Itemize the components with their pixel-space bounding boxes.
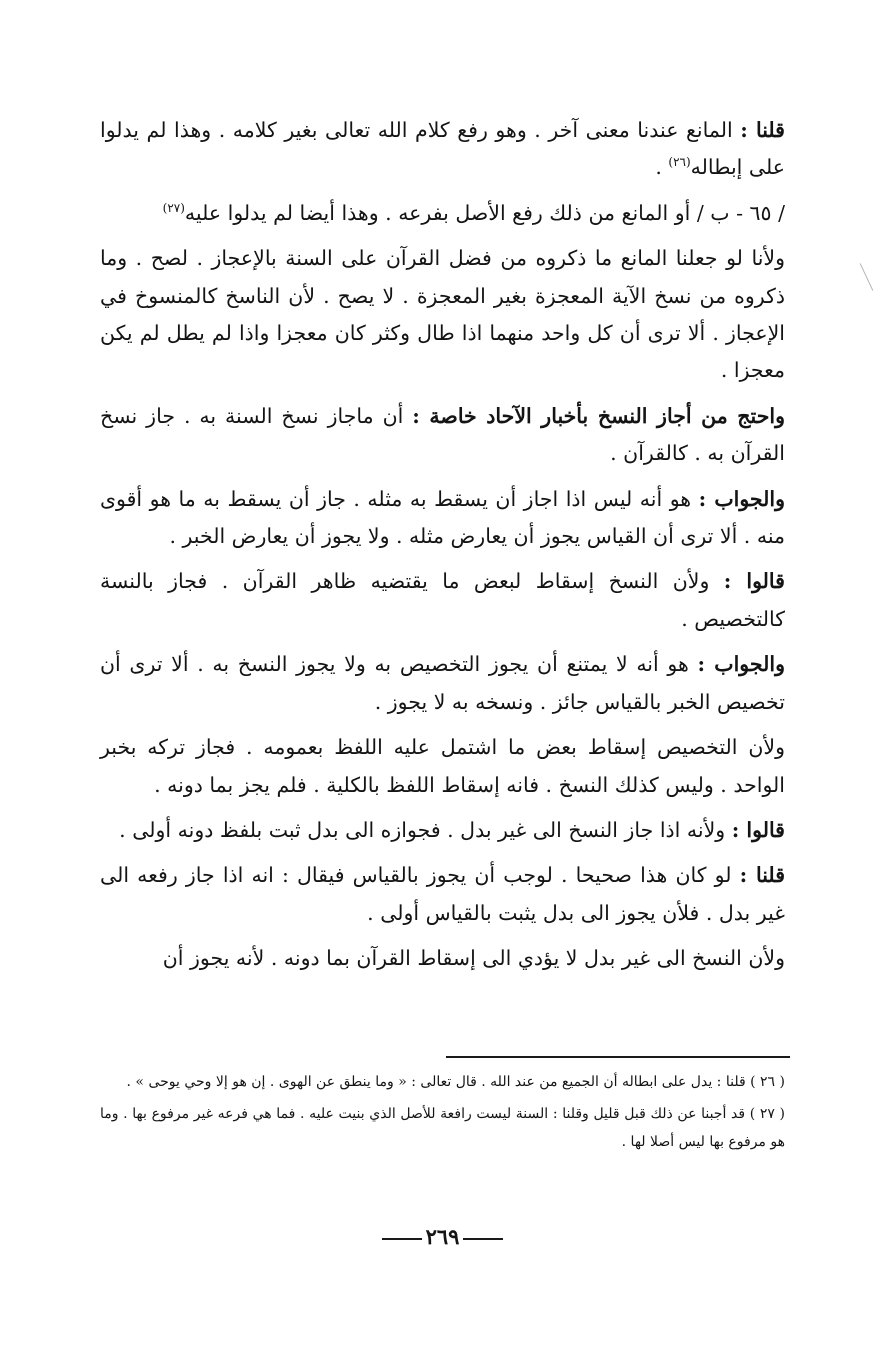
paragraph-5 — [100, 481, 785, 556]
paragraph-10 — [100, 857, 785, 932]
paragraph-9-lead: قالوا : — [731, 817, 785, 842]
footnote-ref-26: (٢٦) — [668, 155, 691, 170]
page-number-dash — [382, 1238, 422, 1240]
footnote-separator — [446, 1056, 790, 1058]
paragraph-5-lead: والجواب : — [698, 486, 785, 511]
paragraph-7-text: هو أنه لا يمتنع أن يجوز التخصيص به ولا يجوز النسخ به . ألا ترى أن تخصيص الخبر بالقياس جائز . ونسخه به لا يجوز . — [100, 652, 785, 714]
paragraph-11-text: ولأن النسخ الى غير بدل لا يؤدي الى إسقاط القرآن بما دونه . لأنه يجوز أن — [162, 946, 785, 971]
footnotes — [100, 1068, 785, 1160]
paragraph-1-text: المانع عندنا معنى آخر . وهو رفع كلام الله تعالى بغير كلامه . وهذا لم يدلوا على إبطاله — [100, 118, 785, 180]
paragraph-9-text: ولأنه اذا جاز النسخ الى غير بدل . فجوازه الى بدل ثبت بلفظ دونه أولى . — [119, 817, 726, 842]
paragraph-6 — [100, 563, 785, 638]
paragraph-4-text: أن ماجاز نسخ السنة به . جاز نسخ القرآن به . كالقرآن . — [100, 403, 785, 466]
paragraph-2 — [100, 195, 785, 232]
paragraph-6-lead: قالوا : — [723, 569, 785, 594]
paragraph-7-lead: والجواب : — [697, 652, 785, 677]
footnote-26: ( ٢٦ ) قلنا : يدل على ابطاله أن الجميع من عند الله . قال تعالى : « وما ينطق عن الهوى . إن هو إلا وحي يوحى » . — [126, 1074, 785, 1090]
paragraph-10-text: لو كان هذا صحيحا . لوجب أن يجوز بالقياس فيقال : انه اذا جاز رفعه الى غير بدل . فلأن يجوز الى بدل يثبت بالقياس أولى . — [100, 863, 785, 925]
paragraph-10-lead: قلنا : — [739, 863, 785, 888]
paragraph-3-text: ولأنا لو جعلنا المانع ما ذكروه من فضل القرآن على السنة بالإعجاز . لصح . وما ذكروه من نسخ الآية المعجزة بغير المعجزة . لا يصح . لأن الناسخ كالمنسوخ في الإعجاز . ألا ترى أن كل واحد منهما اذا طال وكثر كان معجزا واذا لم يطل لم يكن معجزا . — [100, 246, 785, 383]
paragraph-9 — [100, 812, 785, 849]
paragraph-8-text: ولأن التخصيص إسقاط بعض ما اشتمل عليه اللفظ بعمومه . فجاز تركه بخبر الواحد . وليس كذلك النسخ . فانه إسقاط اللفظ بالكلية . فلم يجز بما دونه . — [100, 735, 785, 797]
paragraph-11 — [100, 940, 785, 977]
footnote-ref-27: (٢٧) — [162, 200, 185, 215]
paragraph-4-lead: واحتج من أجاز النسخ بأخبار الآحاد خاصة : — [412, 403, 785, 428]
page-number-dash — [463, 1238, 503, 1240]
paragraph-2-text: / ٦٥ - ب / أو المانع من ذلك رفع الأصل بفرعه . وهذا أيضا لم يدلوا عليه — [184, 200, 785, 225]
paragraph-4 — [100, 398, 785, 473]
body-text — [100, 112, 785, 986]
page-number-value: ٢٦٩ — [425, 1224, 460, 1249]
footnote-27: ( ٢٧ ) قد أجبنا عن ذلك قبل قليل وقلنا : السنة ليست رافعة للأصل الذي بنيت عليه . فما هي فرعه غير مرفوع بها . وما هو مرفوع بها ليس أصلا لها . — [100, 1106, 785, 1150]
paragraph-1: قلنا : المانع عندنا معنى آخر . وهو رفع كلام الله تعالى بغير كلامه . وهذا لم يدلوا على إبطاله$^{(٢٦)}$ . — [100, 118, 785, 180]
paragraph-8 — [100, 729, 785, 804]
paragraph-1-lead: قلنا : — [740, 118, 785, 142]
margin-mark — [860, 263, 874, 291]
paragraph-6-text: ولأن النسخ إسقاط لبعض ما يقتضيه ظاهر القرآن . فجاز بالنسة كالتخصيص . — [100, 569, 785, 631]
paragraph-5-text: هو أنه ليس اذا اجاز أن يسقط به مثله . جاز أن يسقط به ما هو أقوى منه . ألا ترى أن القياس يجوز أن يعارض مثله . ولا يجوز أن يعارض الخبر . — [100, 486, 785, 549]
page-number — [0, 1224, 885, 1249]
paragraph-7 — [100, 646, 785, 721]
paragraph-3 — [100, 240, 785, 390]
